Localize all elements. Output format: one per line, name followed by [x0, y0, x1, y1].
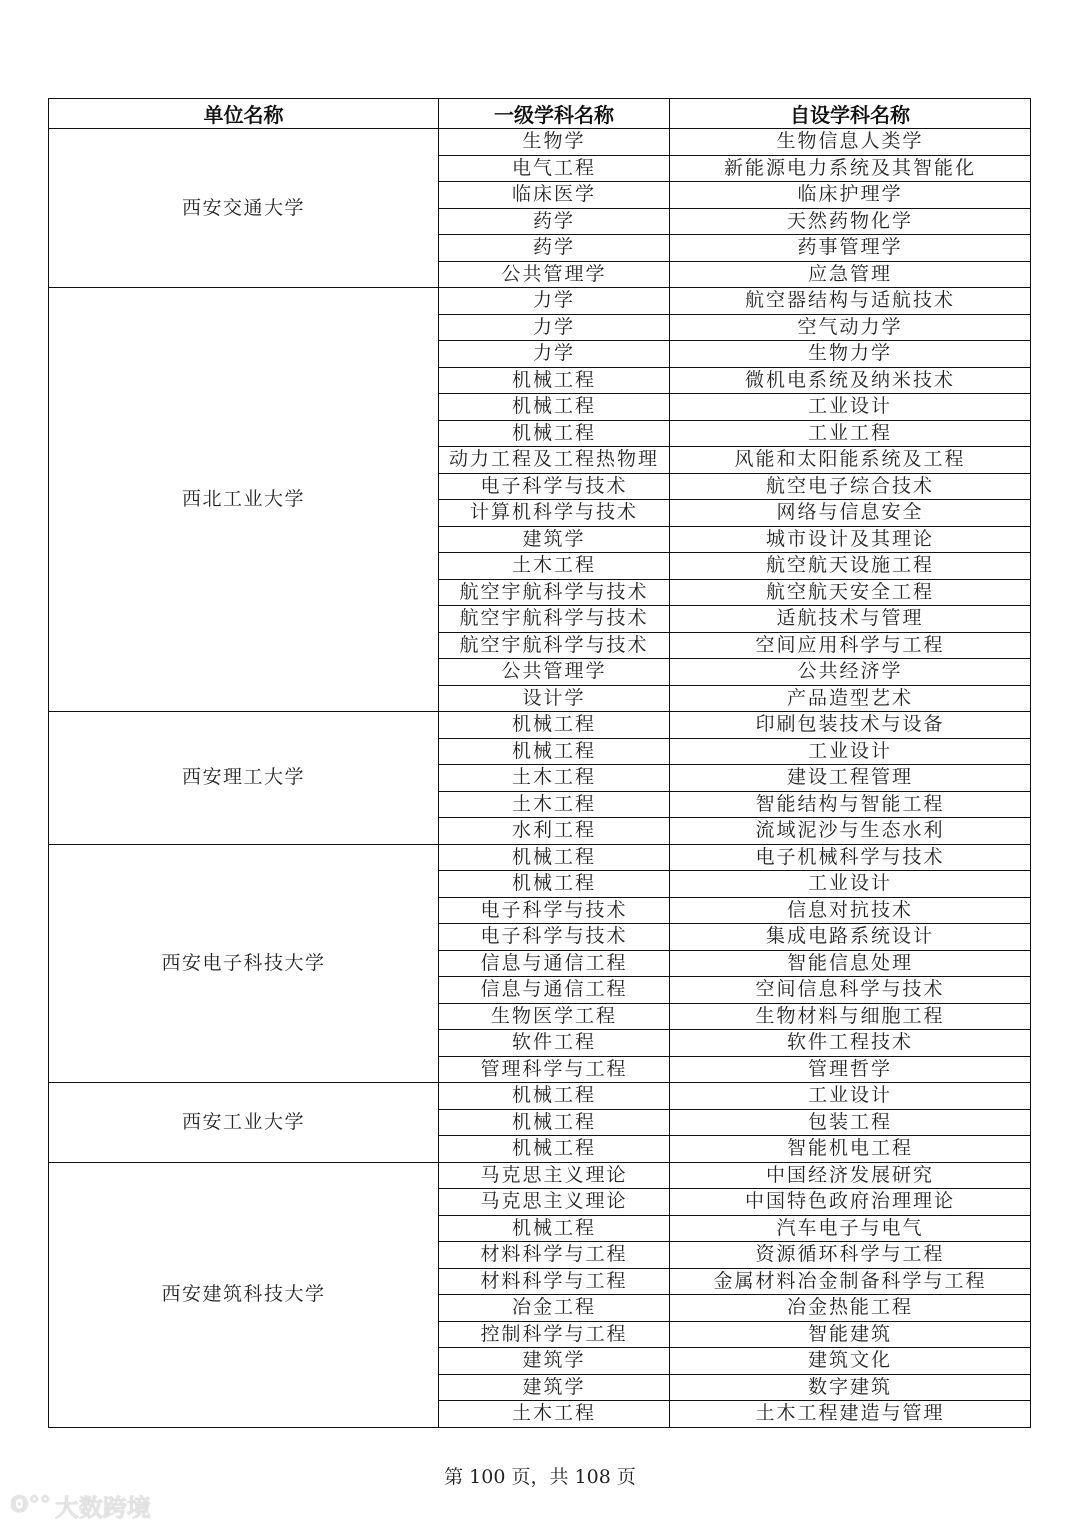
first-level-discipline-cell: 药学 — [439, 235, 670, 262]
table-row — [49, 1162, 1031, 1189]
self-set-discipline-cell: 数字建筑 — [670, 1374, 1031, 1401]
self-set-discipline-cell: 包装工程 — [670, 1109, 1031, 1136]
first-level-discipline-cell: 建筑学 — [439, 1348, 670, 1375]
first-level-discipline-cell: 生物医学工程 — [439, 1003, 670, 1030]
self-set-discipline-cell: 智能机电工程 — [670, 1136, 1031, 1163]
self-set-discipline-cell: 智能信息处理 — [670, 950, 1031, 977]
table-row — [49, 712, 1031, 739]
self-set-discipline-cell: 应急管理 — [670, 261, 1031, 288]
table-row — [49, 129, 1031, 156]
self-set-discipline-cell: 适航技术与管理 — [670, 606, 1031, 633]
discipline-table — [48, 98, 1031, 1428]
first-level-discipline-cell: 航空宇航科学与技术 — [439, 606, 670, 633]
table-row — [49, 288, 1031, 315]
self-set-discipline-cell: 微机电系统及纳米技术 — [670, 367, 1031, 394]
first-level-discipline-cell: 临床医学 — [439, 182, 670, 209]
self-set-discipline-cell: 信息对抗技术 — [670, 897, 1031, 924]
self-set-discipline-cell: 风能和太阳能系统及工程 — [670, 447, 1031, 474]
first-level-discipline-cell: 机械工程 — [439, 367, 670, 394]
self-set-discipline-cell: 土木工程建造与管理 — [670, 1401, 1031, 1428]
first-level-discipline-cell: 机械工程 — [439, 394, 670, 421]
first-level-discipline-cell: 电子科学与技术 — [439, 473, 670, 500]
first-level-discipline-cell: 管理科学与工程 — [439, 1056, 670, 1083]
first-level-discipline-cell: 建筑学 — [439, 526, 670, 553]
self-set-discipline-cell: 临床护理学 — [670, 182, 1031, 209]
self-set-discipline-cell: 金属材料冶金制备科学与工程 — [670, 1268, 1031, 1295]
first-level-discipline-cell: 机械工程 — [439, 712, 670, 739]
first-level-discipline-cell: 航空宇航科学与技术 — [439, 632, 670, 659]
first-level-discipline-cell: 公共管理学 — [439, 261, 670, 288]
first-level-discipline-cell: 机械工程 — [439, 1083, 670, 1110]
unit-name-cell: 西安理工大学 — [49, 712, 439, 845]
first-level-discipline-cell: 机械工程 — [439, 1136, 670, 1163]
self-set-discipline-cell: 工业设计 — [670, 394, 1031, 421]
self-set-discipline-cell: 生物材料与细胞工程 — [670, 1003, 1031, 1030]
self-set-discipline-cell: 智能建筑 — [670, 1321, 1031, 1348]
unit-name-cell: 西北工业大学 — [49, 288, 439, 712]
first-level-discipline-cell: 土木工程 — [439, 791, 670, 818]
first-level-discipline-cell: 电气工程 — [439, 155, 670, 182]
first-level-discipline-cell: 机械工程 — [439, 738, 670, 765]
first-level-discipline-cell: 材料科学与工程 — [439, 1242, 670, 1269]
self-set-discipline-cell: 新能源电力系统及其智能化 — [670, 155, 1031, 182]
watermark — [10, 1488, 151, 1523]
self-set-discipline-cell: 航空电子综合技术 — [670, 473, 1031, 500]
first-level-discipline-cell: 机械工程 — [439, 420, 670, 447]
first-level-discipline-cell: 电子科学与技术 — [439, 897, 670, 924]
page-number: 第 100 页，共 108 页 — [444, 1466, 636, 1488]
first-level-discipline-cell: 信息与通信工程 — [439, 977, 670, 1004]
first-level-discipline-cell: 机械工程 — [439, 844, 670, 871]
self-set-discipline-cell: 印刷包装技术与设备 — [670, 712, 1031, 739]
first-level-discipline-cell: 土木工程 — [439, 765, 670, 792]
first-level-discipline-cell: 冶金工程 — [439, 1295, 670, 1322]
self-set-discipline-cell: 工业工程 — [670, 420, 1031, 447]
first-level-discipline-cell: 控制科学与工程 — [439, 1321, 670, 1348]
self-set-discipline-cell: 中国经济发展研究 — [670, 1162, 1031, 1189]
self-set-discipline-cell: 汽车电子与电气 — [670, 1215, 1031, 1242]
first-level-discipline-cell: 机械工程 — [439, 1215, 670, 1242]
self-set-discipline-cell: 空间信息科学与技术 — [670, 977, 1031, 1004]
self-set-discipline-cell: 天然药物化学 — [670, 208, 1031, 235]
first-level-discipline-cell: 材料科学与工程 — [439, 1268, 670, 1295]
self-set-discipline-cell: 网络与信息安全 — [670, 500, 1031, 527]
self-set-discipline-cell: 流域泥沙与生态水利 — [670, 818, 1031, 845]
self-set-discipline-cell: 航空航天设施工程 — [670, 553, 1031, 580]
self-set-discipline-cell: 公共经济学 — [670, 659, 1031, 686]
table-header-row — [49, 99, 1031, 129]
first-level-discipline-cell: 力学 — [439, 288, 670, 315]
first-level-discipline-cell: 公共管理学 — [439, 659, 670, 686]
self-set-discipline-cell: 生物力学 — [670, 341, 1031, 368]
self-set-discipline-cell: 电子机械科学与技术 — [670, 844, 1031, 871]
first-level-discipline-cell: 航空宇航科学与技术 — [439, 579, 670, 606]
first-level-discipline-cell: 马克思主义理论 — [439, 1189, 670, 1216]
header-unit-name: 单位名称 — [49, 99, 439, 129]
self-set-discipline-cell: 建设工程管理 — [670, 765, 1031, 792]
first-level-discipline-cell: 动力工程及工程热物理 — [439, 447, 670, 474]
self-set-discipline-cell: 航空航天安全工程 — [670, 579, 1031, 606]
first-level-discipline-cell: 软件工程 — [439, 1030, 670, 1057]
first-level-discipline-cell: 设计学 — [439, 685, 670, 712]
self-set-discipline-cell: 集成电路系统设计 — [670, 924, 1031, 951]
first-level-discipline-cell: 药学 — [439, 208, 670, 235]
self-set-discipline-cell: 管理哲学 — [670, 1056, 1031, 1083]
unit-name-cell: 西安交通大学 — [49, 129, 439, 288]
self-set-discipline-cell: 中国特色政府治理理论 — [670, 1189, 1031, 1216]
table-body — [49, 129, 1031, 1428]
self-set-discipline-cell: 工业设计 — [670, 871, 1031, 898]
first-level-discipline-cell: 力学 — [439, 314, 670, 341]
self-set-discipline-cell: 资源循环科学与工程 — [670, 1242, 1031, 1269]
first-level-discipline-cell: 机械工程 — [439, 871, 670, 898]
watermark-text: 大数跨境 — [54, 1494, 151, 1522]
header-first-level-discipline: 一级学科名称 — [439, 99, 670, 129]
self-set-discipline-cell: 城市设计及其理论 — [670, 526, 1031, 553]
unit-name-cell: 西安工业大学 — [49, 1083, 439, 1163]
first-level-discipline-cell: 水利工程 — [439, 818, 670, 845]
first-level-discipline-cell: 机械工程 — [439, 1109, 670, 1136]
first-level-discipline-cell: 生物学 — [439, 129, 670, 156]
self-set-discipline-cell: 智能结构与智能工程 — [670, 791, 1031, 818]
unit-name-cell: 西安电子科技大学 — [49, 844, 439, 1083]
first-level-discipline-cell: 土木工程 — [439, 1401, 670, 1428]
self-set-discipline-cell: 药事管理学 — [670, 235, 1031, 262]
self-set-discipline-cell: 软件工程技术 — [670, 1030, 1031, 1057]
self-set-discipline-cell: 工业设计 — [670, 738, 1031, 765]
watermark-logo-icon: ʘ°° — [10, 1493, 51, 1518]
self-set-discipline-cell: 工业设计 — [670, 1083, 1031, 1110]
unit-name-cell: 西安建筑科技大学 — [49, 1162, 439, 1427]
self-set-discipline-cell: 空间应用科学与工程 — [670, 632, 1031, 659]
header-self-set-discipline: 自设学科名称 — [670, 99, 1031, 129]
self-set-discipline-cell: 生物信息人类学 — [670, 129, 1031, 156]
first-level-discipline-cell: 信息与通信工程 — [439, 950, 670, 977]
self-set-discipline-cell: 航空器结构与适航技术 — [670, 288, 1031, 315]
first-level-discipline-cell: 建筑学 — [439, 1374, 670, 1401]
table-row — [49, 844, 1031, 871]
table-row — [49, 1083, 1031, 1110]
self-set-discipline-cell: 产品造型艺术 — [670, 685, 1031, 712]
first-level-discipline-cell: 计算机科学与技术 — [439, 500, 670, 527]
first-level-discipline-cell: 力学 — [439, 341, 670, 368]
self-set-discipline-cell: 冶金热能工程 — [670, 1295, 1031, 1322]
first-level-discipline-cell: 土木工程 — [439, 553, 670, 580]
self-set-discipline-cell: 空气动力学 — [670, 314, 1031, 341]
first-level-discipline-cell: 电子科学与技术 — [439, 924, 670, 951]
first-level-discipline-cell: 马克思主义理论 — [439, 1162, 670, 1189]
self-set-discipline-cell: 建筑文化 — [670, 1348, 1031, 1375]
